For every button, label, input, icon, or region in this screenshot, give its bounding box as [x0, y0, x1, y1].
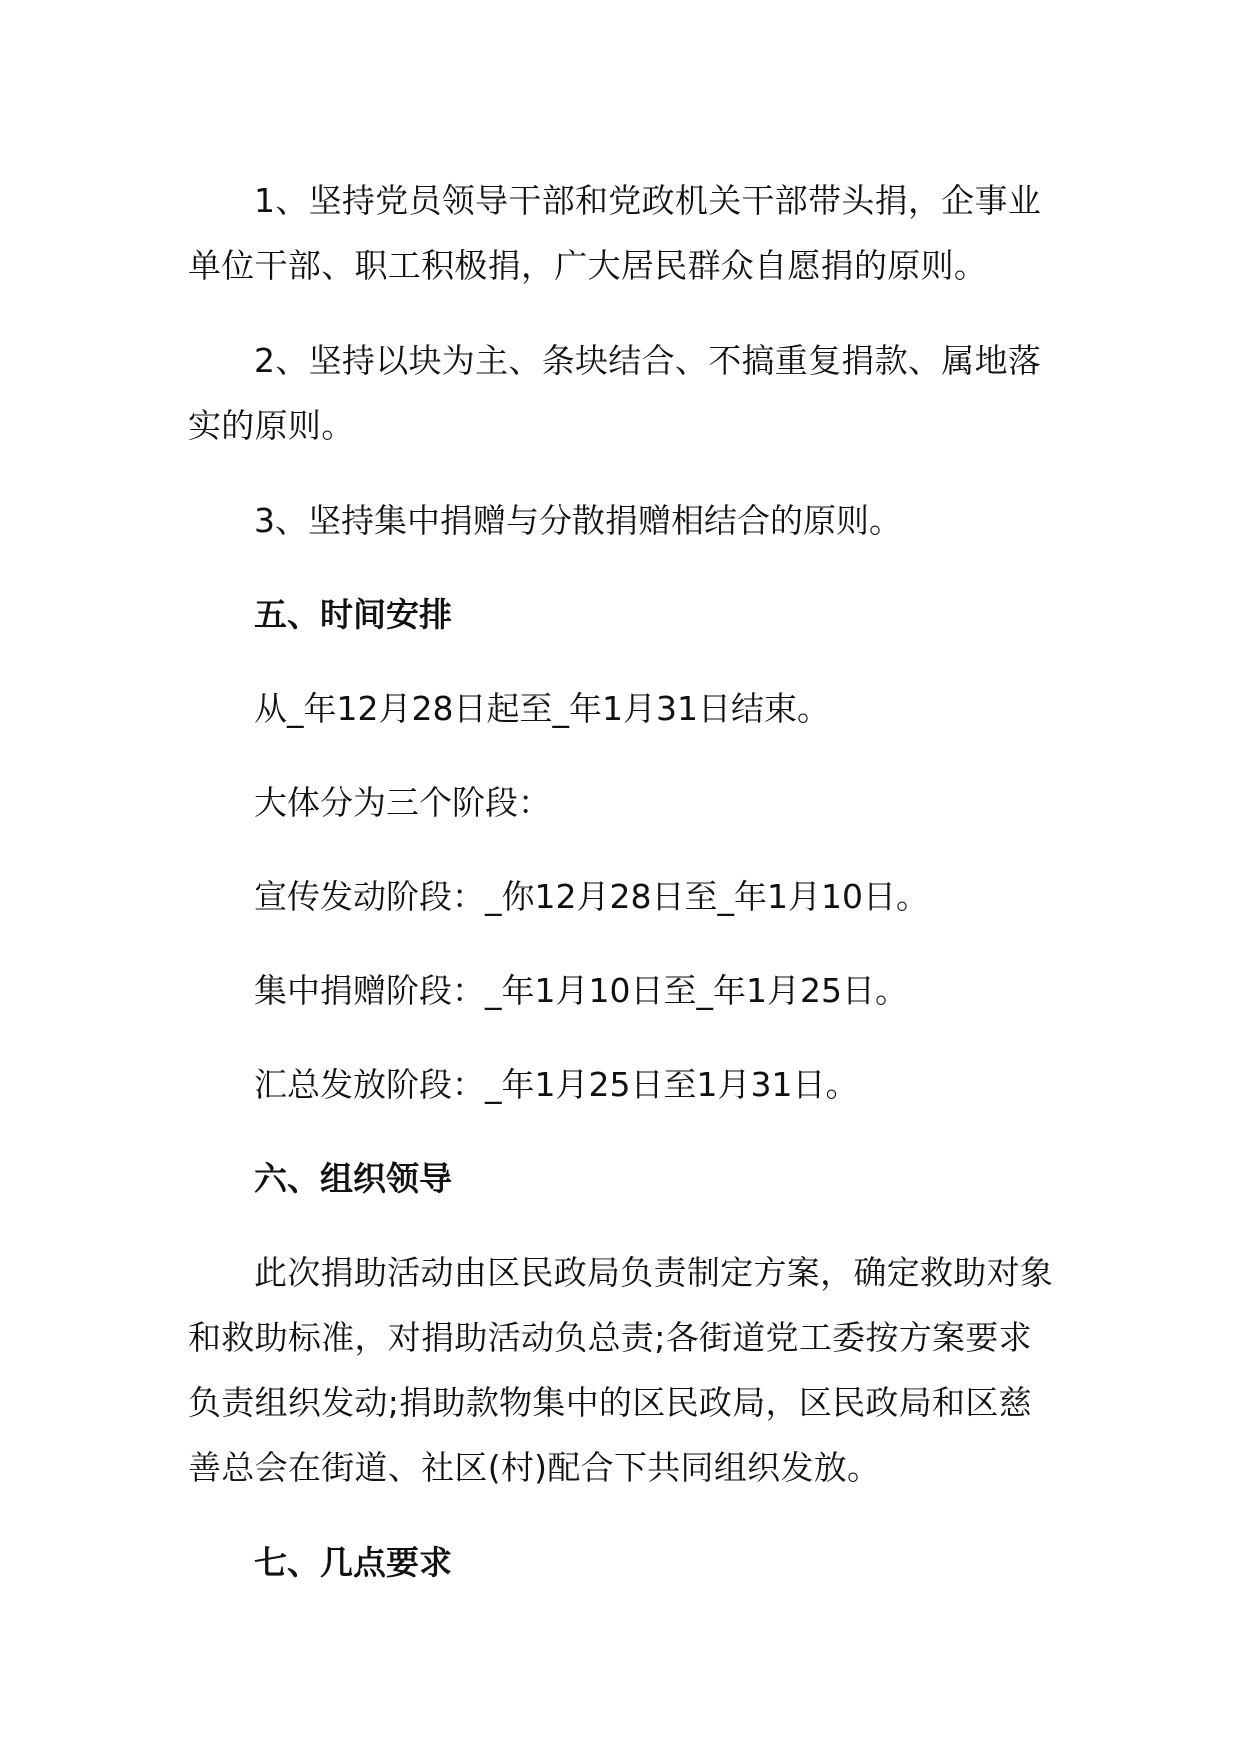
section-6-heading: 六、组织领导 — [254, 1159, 452, 1198]
time-period: 从_年12月28日起至_年1月31日结束。 — [254, 689, 830, 728]
section-5-heading: 五、时间安排 — [254, 595, 452, 634]
principle-1: 1、坚持党员领导干部和党政机关干部带头捐，企事业单位干部、职工积极捐，广大居民群众自愿捐的原则。 — [188, 181, 1042, 285]
stage-donation: 集中捐赠阶段：_年1月10日至_年1月25日。 — [254, 971, 908, 1010]
section-7-heading: 七、几点要求 — [254, 1543, 452, 1582]
section-6-body: 此次捐助活动由区民政局负责制定方案，确定救助对象和救助标准，对捐助活动负总责;各街道党工委按方案要求负责组织发动;捐助款物集中的区民政局，区民政局和区慈善总会在街道、社区(村)配合下共同组织发放。 — [188, 1253, 1054, 1487]
stages-intro: 大体分为三个阶段： — [254, 783, 551, 822]
principle-2: 2、坚持以块为主、条块结合、不搞重复捐款、属地落实的原则。 — [188, 341, 1042, 445]
stage-publicity: 宣传发动阶段：_你12月28日至_年1月10日。 — [254, 877, 929, 916]
stage-distribution: 汇总发放阶段：_年1月25日至1月31日。 — [254, 1065, 859, 1104]
principle-3: 3、坚持集中捐赠与分散捐赠相结合的原则。 — [254, 501, 902, 540]
